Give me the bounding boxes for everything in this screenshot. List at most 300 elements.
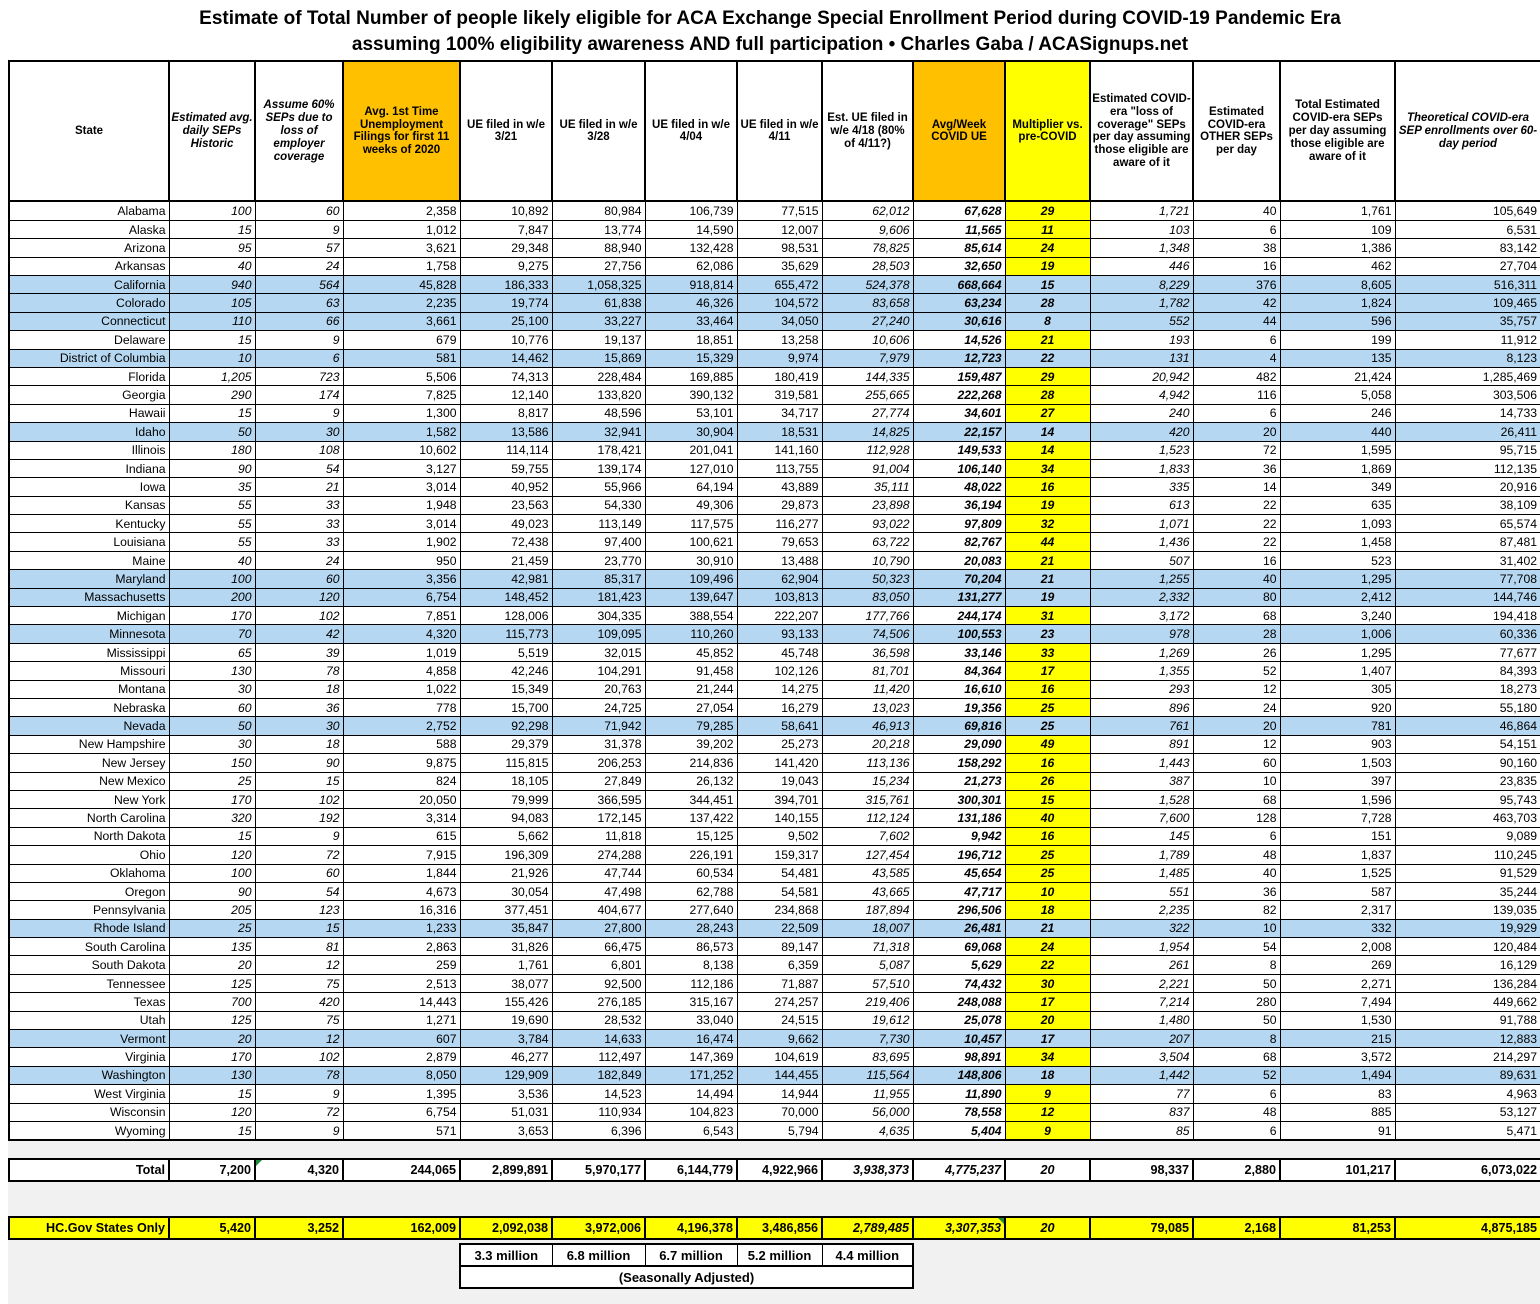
cell-value: 1,761	[1280, 201, 1395, 220]
cell-value: 1,022	[343, 680, 460, 698]
cell-value: 2,879	[343, 1048, 460, 1066]
cell-value: 104,619	[737, 1048, 822, 1066]
table-row	[9, 956, 1540, 974]
cell-value: 7,825	[343, 386, 460, 404]
cell-value: 67,628	[913, 201, 1005, 220]
table-row	[9, 754, 1540, 772]
cell-value: 18,105	[460, 772, 552, 790]
cell-value: 5,794	[737, 1121, 822, 1140]
cell-value: 95	[169, 239, 255, 257]
cell-value: 33,464	[645, 312, 737, 330]
cell-value: 7,979	[822, 349, 913, 367]
cell-value: 181,423	[552, 588, 645, 606]
cell-value: 781	[1280, 717, 1395, 735]
cell-value: 19	[1005, 257, 1090, 275]
cell-value: 120,484	[1395, 938, 1540, 956]
cell-value: 19	[1005, 588, 1090, 606]
cell-value: 74,432	[913, 974, 1005, 992]
cell-value: 65,574	[1395, 515, 1540, 533]
cell-value: 131	[1090, 349, 1193, 367]
cell-value: 112,928	[822, 441, 913, 459]
cell-state: Pennsylvania	[9, 901, 169, 919]
cell-value: 21	[1005, 551, 1090, 569]
cell-value: 27,704	[1395, 257, 1540, 275]
cell-value: 240	[1090, 404, 1193, 422]
cell-value: 1,058,325	[552, 276, 645, 294]
cell-value: 54	[1193, 938, 1280, 956]
cell-state: California	[9, 276, 169, 294]
cell-state: South Dakota	[9, 956, 169, 974]
cell-value: 9	[255, 331, 343, 349]
cell-value: 26	[1005, 772, 1090, 790]
cell-value: 19,043	[737, 772, 822, 790]
cell-value: 21	[1005, 570, 1090, 588]
cell-value: 83,695	[822, 1048, 913, 1066]
cell-value: 53,127	[1395, 1103, 1540, 1121]
cell-value: 84,364	[913, 662, 1005, 680]
cell-value: 100	[169, 570, 255, 588]
cell-value: 98,531	[737, 239, 822, 257]
cell-value: 33	[255, 533, 343, 551]
cell-value: 60,336	[1395, 625, 1540, 643]
cell-state: North Carolina	[9, 809, 169, 827]
cell-value: 46,277	[460, 1048, 552, 1066]
weekly-total-cell: 6.7 million	[645, 1244, 737, 1266]
cell-value: 1,954	[1090, 938, 1193, 956]
cell-value: 15	[169, 404, 255, 422]
cell-value: 104,291	[552, 662, 645, 680]
cell-value: 182,849	[552, 1066, 645, 1084]
cell-value: 2,092,038	[460, 1217, 552, 1239]
cell-value: 141,160	[737, 441, 822, 459]
cell-value: 137,422	[645, 809, 737, 827]
cell-value: 196,712	[913, 846, 1005, 864]
cell-value: 84,393	[1395, 662, 1540, 680]
cell-value: 778	[343, 698, 460, 716]
cell-value: 112,135	[1395, 459, 1540, 477]
cell-value: 38	[1193, 239, 1280, 257]
cell-value: 82,767	[913, 533, 1005, 551]
cell-value: 77,708	[1395, 570, 1540, 588]
cell-value: 15	[255, 772, 343, 790]
cell-value: 46,326	[645, 294, 737, 312]
cell-value: 3,307,353	[913, 1217, 1005, 1239]
cell-value: 125	[169, 1011, 255, 1029]
cell-value: 50,323	[822, 570, 913, 588]
cell-value: 2,899,891	[460, 1159, 552, 1181]
cell-value: 1,485	[1090, 864, 1193, 882]
cell-value: 54,151	[1395, 735, 1540, 753]
cell-value: 34,050	[737, 312, 822, 330]
cell-value: 35	[169, 478, 255, 496]
cell-value: 140,155	[737, 809, 822, 827]
cell-value: 47,744	[552, 864, 645, 882]
cell-value: 3,504	[1090, 1048, 1193, 1066]
cell-value: 80,984	[552, 201, 645, 220]
cell-value: 581	[343, 349, 460, 367]
cell-value: 81,253	[1280, 1217, 1395, 1239]
cell-value: 214,836	[645, 754, 737, 772]
cell-value: 6,754	[343, 588, 460, 606]
cell-value: 22	[1005, 956, 1090, 974]
cell-value: 22	[1193, 533, 1280, 551]
cell-value: 25	[1005, 864, 1090, 882]
table-row	[9, 790, 1540, 808]
cell-state: New Hampshire	[9, 735, 169, 753]
cell-value: 72	[255, 1103, 343, 1121]
cell-value: 170	[169, 1048, 255, 1066]
cell-value: 824	[343, 772, 460, 790]
cell-value: 16	[1193, 551, 1280, 569]
cell-value: 404,677	[552, 901, 645, 919]
cell-value: 38,077	[460, 974, 552, 992]
cell-value: 43,665	[822, 882, 913, 900]
cell-value: 564	[255, 276, 343, 294]
cell-value: 10,457	[913, 1030, 1005, 1048]
cell-state: Indiana	[9, 459, 169, 477]
cell-value: 34,717	[737, 404, 822, 422]
cell-value: 9,502	[737, 827, 822, 845]
cell-value: 7,602	[822, 827, 913, 845]
cell-state: Arizona	[9, 239, 169, 257]
cell-value: 40	[1193, 570, 1280, 588]
cell-value: 139,647	[645, 588, 737, 606]
cell-value: 8,123	[1395, 349, 1540, 367]
cell-value: 1,789	[1090, 846, 1193, 864]
cell-state: New Jersey	[9, 754, 169, 772]
cell-value: 130	[169, 662, 255, 680]
cell-value: 25,078	[913, 1011, 1005, 1029]
cell-value: 155,426	[460, 993, 552, 1011]
cell-value: 9,974	[737, 349, 822, 367]
cell-value: 77,677	[1395, 643, 1540, 661]
cell-value: 32,015	[552, 643, 645, 661]
cell-value: 102	[255, 607, 343, 625]
cell-value: 83	[1280, 1085, 1395, 1103]
column-header-6: UE filed in w/e 4/04	[645, 61, 737, 201]
cell-value: 16,279	[737, 698, 822, 716]
cell-value: 18,531	[737, 423, 822, 441]
cell-value: 117,575	[645, 515, 737, 533]
cell-value: 34	[1005, 459, 1090, 477]
cell-value: 33	[1005, 643, 1090, 661]
cell-value: 35,244	[1395, 882, 1540, 900]
cell-value: 21	[255, 478, 343, 496]
cell-value: 44	[1005, 533, 1090, 551]
cell-value: 507	[1090, 551, 1193, 569]
cell-value: 95,715	[1395, 441, 1540, 459]
cell-state: Virginia	[9, 1048, 169, 1066]
cell-state: Texas	[9, 993, 169, 1011]
cell-value: 70,000	[737, 1103, 822, 1121]
cell-value: 20,763	[552, 680, 645, 698]
cell-value: 9	[255, 1085, 343, 1103]
cell-value: 4,858	[343, 662, 460, 680]
cell-value: 54,330	[552, 496, 645, 514]
cell-value: 199	[1280, 331, 1395, 349]
cell-value: 449,662	[1395, 993, 1540, 1011]
cell-value: 34	[1005, 1048, 1090, 1066]
cell-value: 20	[1193, 717, 1280, 735]
title-line-2: assuming 100% eligibility awareness AND full participation • Charles Gaba / ACASignups.net	[351, 34, 1189, 56]
cell-value: 123	[255, 901, 343, 919]
cell-value: 5,058	[1280, 386, 1395, 404]
cell-value: 891	[1090, 735, 1193, 753]
page-title	[0, 0, 1540, 58]
cell-value: 20,083	[913, 551, 1005, 569]
cell-value: 98,337	[1090, 1159, 1193, 1181]
cell-value: 4,875,185	[1395, 1217, 1540, 1239]
cell-value: 36	[1193, 882, 1280, 900]
cell-value: 23,770	[552, 551, 645, 569]
cell-value: 25	[1005, 846, 1090, 864]
cell-value: 13,023	[822, 698, 913, 716]
cell-value: 2,008	[1280, 938, 1395, 956]
cell-value: 440	[1280, 423, 1395, 441]
cell-value: 79,999	[460, 790, 552, 808]
cell-value: 2,412	[1280, 588, 1395, 606]
cell-value: 108	[255, 441, 343, 459]
cell-value: 615	[343, 827, 460, 845]
cell-value: 978	[1090, 625, 1193, 643]
cell-value: 6,359	[737, 956, 822, 974]
cell-value: 18	[255, 735, 343, 753]
cell-state: Mississippi	[9, 643, 169, 661]
cell-value: 3,572	[1280, 1048, 1395, 1066]
cell-value: 19,356	[913, 698, 1005, 716]
cell-value: 19,612	[822, 1011, 913, 1029]
cell-value: 10,606	[822, 331, 913, 349]
cell-value: 103	[1090, 220, 1193, 238]
cell-value: 60	[1193, 754, 1280, 772]
cell-value: 105	[169, 294, 255, 312]
cell-value: 113,136	[822, 754, 913, 772]
column-header-1: Estimated avg. daily SEPs Historic	[169, 61, 255, 201]
cell-value: 78	[255, 662, 343, 680]
totals-section	[8, 1141, 1540, 1304]
cell-value: 35,847	[460, 919, 552, 937]
cell-value: 24	[255, 551, 343, 569]
cell-value: 305	[1280, 680, 1395, 698]
cell-value: 151	[1280, 827, 1395, 845]
cell-value: 110,245	[1395, 846, 1540, 864]
cell-value: 30,054	[460, 882, 552, 900]
cell-value: 42,981	[460, 570, 552, 588]
cell-value: 14,526	[913, 331, 1005, 349]
cell-value: 1,295	[1280, 570, 1395, 588]
cell-value: 40	[1005, 809, 1090, 827]
cell-value: 1,348	[1090, 239, 1193, 257]
cell-value: 320	[169, 809, 255, 827]
cell-value: 87,481	[1395, 533, 1540, 551]
cell-value: 21	[1005, 331, 1090, 349]
cell-value: 33,040	[645, 1011, 737, 1029]
cell-value: 49	[1005, 735, 1090, 753]
cell-value: 6	[1193, 1121, 1280, 1140]
cell-value: 46,864	[1395, 717, 1540, 735]
table-row	[9, 312, 1540, 330]
cell-value: 23	[1005, 625, 1090, 643]
cell-value: 3,240	[1280, 607, 1395, 625]
cell-value: 607	[343, 1030, 460, 1048]
cell-value: 55,180	[1395, 698, 1540, 716]
cell-value: 1,300	[343, 404, 460, 422]
cell-value: 4,942	[1090, 386, 1193, 404]
cell-value: 30	[255, 717, 343, 735]
cell-value: 290	[169, 386, 255, 404]
cell-value: 20	[169, 956, 255, 974]
cell-value: 45,828	[343, 276, 460, 294]
cell-value: 159,487	[913, 367, 1005, 385]
cell-value: 463,703	[1395, 809, 1540, 827]
cell-value: 20	[1005, 1159, 1090, 1181]
cell-state: New York	[9, 790, 169, 808]
table-row	[9, 588, 1540, 606]
cell-value: 50	[1193, 1011, 1280, 1029]
cell-value: 38,109	[1395, 496, 1540, 514]
cell-state: Utah	[9, 1011, 169, 1029]
cell-value: 149,533	[913, 441, 1005, 459]
cell-value: 30,904	[645, 423, 737, 441]
cell-value: 63,722	[822, 533, 913, 551]
table-row	[9, 1011, 1540, 1029]
cell-value: 20,916	[1395, 478, 1540, 496]
cell-value: 6	[1193, 331, 1280, 349]
cell-value: 1,948	[343, 496, 460, 514]
cell-value: 9	[255, 827, 343, 845]
cell-value: 8	[1005, 312, 1090, 330]
cell-value: 4	[1193, 349, 1280, 367]
cell-value: 1,395	[343, 1085, 460, 1103]
cell-value: 115,815	[460, 754, 552, 772]
cell-value: 319,581	[737, 386, 822, 404]
cell-value: 9,275	[460, 257, 552, 275]
cell-value: 18	[255, 680, 343, 698]
table-row	[9, 993, 1540, 1011]
cell-value: 366,595	[552, 790, 645, 808]
cell-value: 97,809	[913, 515, 1005, 533]
cell-value: 30,910	[645, 551, 737, 569]
cell-value: 10	[1193, 919, 1280, 937]
table-row	[9, 551, 1540, 569]
cell-value: 63	[255, 294, 343, 312]
weekly-total-cell: 4.4 million	[822, 1244, 913, 1266]
cell-value: 679	[343, 331, 460, 349]
cell-value: 5,662	[460, 827, 552, 845]
cell-value: 918,814	[645, 276, 737, 294]
cell-value: 104,572	[737, 294, 822, 312]
column-header-4: UE filed in w/e 3/21	[460, 61, 552, 201]
cell-value: 8,817	[460, 404, 552, 422]
cell-value: 15,700	[460, 698, 552, 716]
cell-value: 22	[1193, 515, 1280, 533]
cell-value: 1,503	[1280, 754, 1395, 772]
cell-value: 315,761	[822, 790, 913, 808]
cell-value: 64,194	[645, 478, 737, 496]
cell-value: 196,309	[460, 846, 552, 864]
cell-value: 144,335	[822, 367, 913, 385]
cell-value: 17	[1005, 662, 1090, 680]
cell-value: 3,356	[343, 570, 460, 588]
cell-value: 1,582	[343, 423, 460, 441]
cell-value: 226,191	[645, 846, 737, 864]
cell-value: 68	[1193, 607, 1280, 625]
cell-value: 116	[1193, 386, 1280, 404]
cell-value: 170	[169, 790, 255, 808]
cell-value: 72,438	[460, 533, 552, 551]
cell-value: 98,891	[913, 1048, 1005, 1066]
cell-value: 14,462	[460, 349, 552, 367]
cell-state: Tennessee	[9, 974, 169, 992]
cell-value: 97,400	[552, 533, 645, 551]
table-row	[9, 643, 1540, 661]
cell-value: 280	[1193, 993, 1280, 1011]
table-row	[9, 331, 1540, 349]
cell-value: 71,942	[552, 717, 645, 735]
cell-state: Wisconsin	[9, 1103, 169, 1121]
cell-value: 19	[1005, 496, 1090, 514]
cell-value: 9	[1005, 1121, 1090, 1140]
cell-value: 2,221	[1090, 974, 1193, 992]
cell-value: 11,818	[552, 827, 645, 845]
cell-value: 78,825	[822, 239, 913, 257]
cell-value: 109,095	[552, 625, 645, 643]
cell-value: 54	[255, 882, 343, 900]
cell-value: 587	[1280, 882, 1395, 900]
cell-value: 668,664	[913, 276, 1005, 294]
weekly-total-cell: 5.2 million	[737, 1244, 822, 1266]
cell-value: 16	[1193, 257, 1280, 275]
cell-value: 88,940	[552, 239, 645, 257]
cell-value: 57	[255, 239, 343, 257]
cell-value: 940	[169, 276, 255, 294]
cell-value: 27,054	[645, 698, 737, 716]
cell-value: 304,335	[552, 607, 645, 625]
cell-value: 3,014	[343, 515, 460, 533]
cell-value: 59,755	[460, 459, 552, 477]
cell-value: 27,849	[552, 772, 645, 790]
table-row	[9, 294, 1540, 312]
cell-value: 45,748	[737, 643, 822, 661]
cell-value: 222,207	[737, 607, 822, 625]
cell-value: 120	[255, 588, 343, 606]
cell-value: 6	[255, 349, 343, 367]
cell-value: 12,140	[460, 386, 552, 404]
cell-value: 14	[1005, 441, 1090, 459]
cell-value: 128	[1193, 809, 1280, 827]
table-row	[9, 864, 1540, 882]
cell-value: 29,090	[913, 735, 1005, 753]
cell-value: 11,912	[1395, 331, 1540, 349]
cell-value: 26	[1193, 643, 1280, 661]
cell-value: 48	[1193, 846, 1280, 864]
cell-value: 24	[1005, 239, 1090, 257]
table-row	[9, 404, 1540, 422]
cell-value: 3,621	[343, 239, 460, 257]
cell-value: 158,292	[913, 754, 1005, 772]
cell-state: Michigan	[9, 607, 169, 625]
cell-value: 1,758	[343, 257, 460, 275]
cell-value: 91,529	[1395, 864, 1540, 882]
table-row	[9, 919, 1540, 937]
cell-value: 14	[1005, 423, 1090, 441]
cell-value: 14,733	[1395, 404, 1540, 422]
cell-value: 24	[255, 257, 343, 275]
cell-value: 7,214	[1090, 993, 1193, 1011]
cell-state: North Dakota	[9, 827, 169, 845]
cell-value: 127,010	[645, 459, 737, 477]
weekly-total-cell: 6.8 million	[552, 1244, 645, 1266]
